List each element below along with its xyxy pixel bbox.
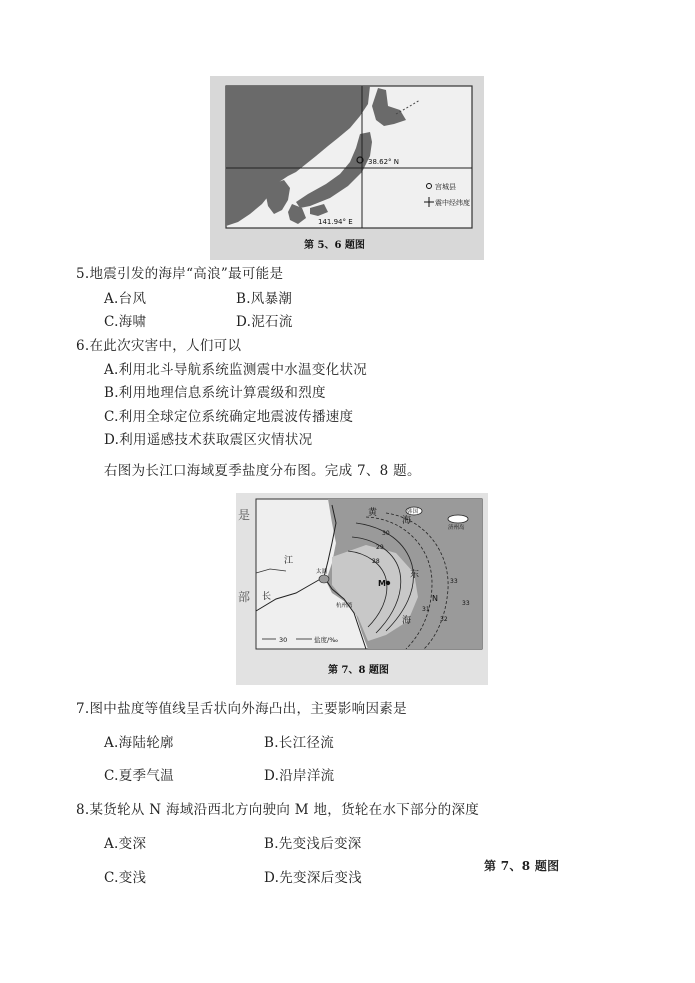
legend-cross-label: 震中经纬度 [435, 199, 470, 207]
figure-japan-map [210, 76, 484, 260]
isoline-label-28: 28 [372, 558, 380, 565]
q6-option-c: C.利用全球定位系统确定地震波传播速度 [104, 409, 354, 425]
label-jeju: 济州岛 [448, 525, 465, 531]
label-chang: 长 [262, 592, 272, 602]
isoline-label-30: 30 [382, 530, 390, 537]
legend-text: 盐度/‰ [314, 636, 338, 644]
lon-label: 141.94° E [318, 218, 353, 226]
q6-stem: 6.在此次灾害中，人们可以 [76, 338, 242, 354]
label-M: M [378, 579, 386, 588]
isoline-label-31: 31 [422, 606, 430, 613]
q6-option-a: A.利用北斗导航系统监测震中水温变化状况 [104, 362, 368, 378]
q8-option-d: D.先变深后变浅 [264, 870, 363, 886]
q5-option-c: C.海啸 [104, 314, 147, 330]
q7-option-c: C.夏季气温 [104, 768, 174, 784]
side-char-2: 部 [238, 590, 251, 604]
q7-option-b: B.长江径流 [264, 735, 335, 751]
label-hai1: 海 [402, 516, 412, 526]
label-N: N [432, 594, 438, 603]
lat-label: 38.62° N [368, 158, 400, 166]
q7-option-d: D.沿岸洋流 [264, 768, 335, 784]
taihu-lake [319, 575, 329, 583]
side-char-1: 是 [238, 508, 251, 522]
salinity-map-svg [236, 493, 488, 685]
isoline-label-33a: 33 [450, 578, 458, 585]
isoline-label-32: 32 [440, 616, 448, 623]
label-hai2: 海 [402, 616, 412, 626]
q5-option-a: A.台风 [104, 291, 147, 307]
figure2-caption: 第 7、8 题图 [328, 665, 389, 676]
figure-salinity-map [236, 493, 488, 685]
q8-stem: 8.某货轮从 N 海域沿西北方向驶向 M 地，货轮在水下部分的深度 [76, 802, 480, 818]
label-hangzhouwan: 杭州湾 [336, 603, 353, 609]
label-jiang: 江 [284, 556, 294, 566]
side-figure-caption: 第 7、8 题图 [484, 859, 560, 873]
q5-option-d: D.泥石流 [236, 314, 293, 330]
q8-option-a: A.变深 [104, 836, 147, 852]
jeju-island [448, 515, 468, 523]
q7-option-a: A.海陆轮廓 [104, 735, 174, 751]
q7-stem: 7.图中盐度等值线呈舌状向外海凸出，主要影响因素是 [76, 701, 407, 717]
legend-point-label: 宫城县 [435, 183, 456, 191]
q6-option-b: B.利用地理信息系统计算震级和烈度 [104, 385, 326, 401]
japan-map-svg [210, 76, 484, 260]
isoline-label-33b: 33 [462, 600, 470, 607]
label-land: 韩国 [407, 509, 419, 515]
q5-option-b: B.风暴潮 [236, 291, 293, 307]
intro-q7-q8: 右图为长江口海域夏季盐度分布图。完成 7、8 题。 [104, 463, 421, 479]
isoline-label-29: 29 [376, 544, 384, 551]
label-taihu: 太湖 [316, 569, 328, 575]
point-M [386, 581, 390, 585]
q5-stem: 5.地震引发的海岸“高浪”最可能是 [76, 266, 284, 282]
label-dong: 东 [410, 570, 420, 580]
q8-option-b: B.先变浅后变深 [264, 836, 362, 852]
figure1-caption: 第 5、6 题图 [304, 240, 365, 251]
q6-option-d: D.利用遥感技术获取震区灾情状况 [104, 432, 313, 448]
legend-value: 30 [279, 636, 288, 644]
label-huang: 黄 [368, 508, 378, 518]
q8-option-c: C.变浅 [104, 870, 147, 886]
